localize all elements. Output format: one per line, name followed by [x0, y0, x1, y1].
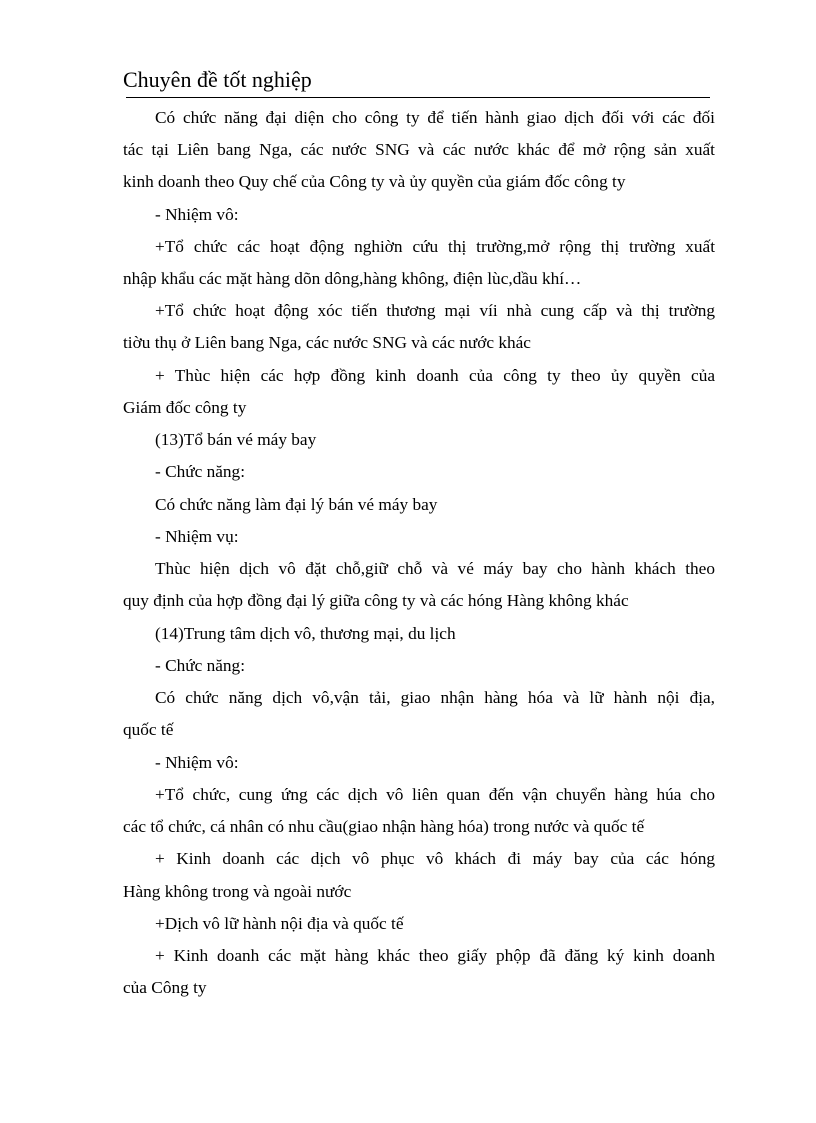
section-label: - Nhiệm vô:: [155, 205, 239, 224]
section-heading: (13)Tổ bán vé máy bay: [155, 430, 317, 449]
paragraph-line: quốc tế: [123, 720, 174, 739]
section-label: - Nhiệm vụ:: [155, 527, 239, 546]
paragraph-line: + Kinh doanh các dịch vô phục vô khách đi máy bay của các hóng: [155, 849, 715, 868]
paragraph-line: Có chức năng làm đại lý bán vé máy bay: [155, 495, 438, 514]
paragraph-line: Giám đốc công ty: [123, 398, 247, 417]
paragraph-line: +Dịch vô lữ hành nội địa và quốc tế: [155, 914, 404, 933]
paragraph-line: tác tại Liên bang Nga, các nước SNG và các nước khác để mở rộng sản xuất: [123, 140, 715, 159]
paragraph-line: của Công ty: [123, 978, 207, 997]
paragraph-line: +Tổ chức các hoạt động nghiờn cứu thị trường,mở rộng thị trường xuất: [155, 237, 715, 256]
paragraph-line: Có chức năng dịch vô,vận tải, giao nhận hàng hóa và lữ hành nội địa,: [155, 688, 715, 707]
section-label: - Nhiệm vô:: [155, 753, 239, 772]
paragraph-line: các tổ chức, cá nhân có nhu cầu(giao nhận hàng hóa) trong nước và quốc tế: [123, 817, 645, 836]
header-divider: [126, 97, 710, 98]
paragraph-line: + Thùc hiện các hợp đồng kinh doanh của công ty theo ủy quyền của: [155, 366, 715, 385]
paragraph-line: kinh doanh theo Quy chế của Công ty và ủy quyền của giám đốc công ty: [123, 172, 626, 191]
paragraph-line: quy định của hợp đồng đại lý giữa công ty và các hóng Hàng không khác: [123, 591, 629, 610]
paragraph-line: + Kinh doanh các mặt hàng khác theo giấy phộp đã đăng ký kinh doanh: [155, 946, 715, 965]
paragraph-line: Có chức năng đại diện cho công ty để tiến hành giao dịch đối với các đối: [155, 108, 715, 127]
page-header-title: Chuyên đề tốt nghiệp: [123, 67, 312, 92]
paragraph-line: nhập khẩu các mặt hàng dõn dông,hàng không, điện lùc,dầu khí…: [123, 269, 582, 288]
section-label: - Chức năng:: [155, 462, 245, 481]
section-label: - Chức năng:: [155, 656, 245, 675]
paragraph-line: tiờu thụ ở Liên bang Nga, các nước SNG và các nước khác: [123, 333, 531, 352]
section-heading: (14)Trung tâm dịch vô, thương mại, du lịch: [155, 624, 456, 643]
paragraph-line: Thùc hiện dịch vô đặt chỗ,giữ chỗ và vé máy bay cho hành khách theo: [155, 559, 715, 578]
paragraph-line: Hàng không trong và ngoài nước: [123, 882, 352, 901]
paragraph-line: +Tổ chức hoạt động xóc tiến thương mại víi nhà cung cấp và thị trường: [155, 301, 715, 320]
paragraph-line: +Tổ chức, cung ứng các dịch vô liên quan đến vận chuyển hàng húa cho: [155, 785, 715, 804]
